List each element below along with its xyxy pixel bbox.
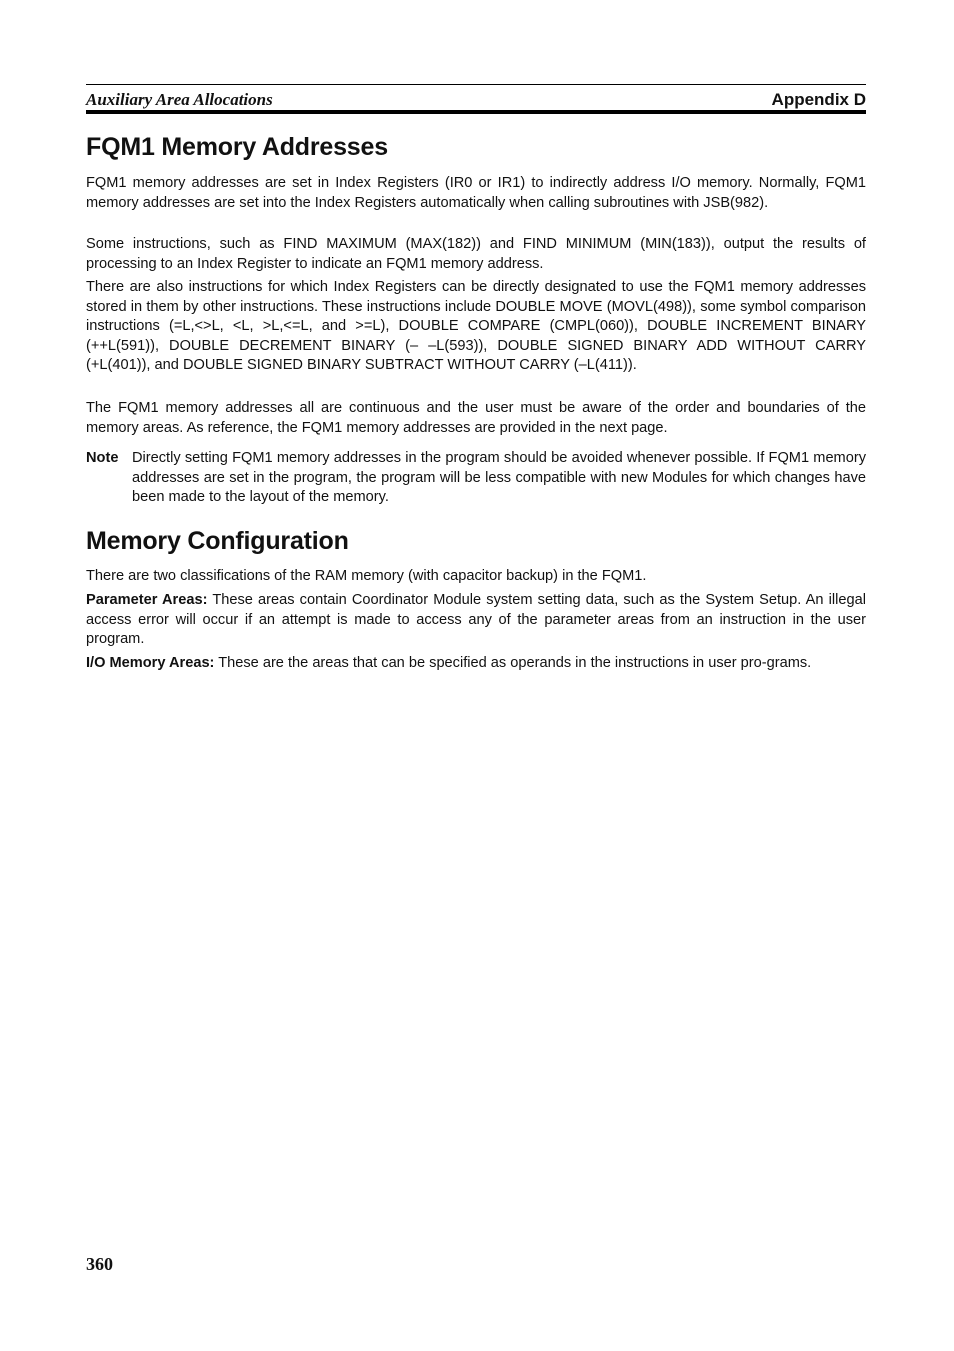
paragraph-4: The FQM1 memory addresses all are continuous and the user must be aware of the order and boundaries of the memory areas. As reference, the FQM1 memory addresses are provided in the next page. [86, 400, 866, 436]
paragraph-2: Some instructions, such as FIND MAXIMUM (MAX(182)) and FIND MINIMUM (MIN(183)), output the results of processing to an Index Register to indicate an FQM1 memory address. [86, 236, 866, 272]
io-memory-areas-paragraph [86, 654, 866, 674]
io-memory-areas-term: I/O Memory Areas: [86, 655, 215, 671]
note-label: Note [86, 450, 119, 466]
header-appendix-label: Appendix D [771, 90, 866, 109]
paragraph-1: FQM1 memory addresses are set in Index Registers (IR0 or IR1) to indirectly address I/O memory. Normally, FQM1 memory addresses are set into the Index Registers automatically when calling subroutines with JSB(982). [86, 175, 866, 211]
section-title-fqm1-memory-addresses: FQM1 Memory Addresses [86, 133, 388, 161]
io-memory-areas-text: These are the areas that can be specified as operands in the instructions in user pro-grams. [214, 655, 812, 671]
parameter-areas-text: These areas contain Coordinator Module system setting data, such as the System Setup. An illegal access error will occur if an attempt is made to access any of the parameter areas from an instruction in the user program. [86, 592, 866, 647]
parameter-areas-paragraph [86, 591, 866, 650]
running-header [86, 84, 866, 114]
memory-config-intro: There are two classifications of the RAM memory (with capacitor backup) in the FQM1. [86, 568, 647, 584]
header-section-title: Auxiliary Area Allocations [86, 90, 273, 109]
parameter-areas-term: Parameter Areas: [86, 592, 208, 608]
section-title-memory-configuration: Memory Configuration [86, 527, 349, 555]
note-text: Directly setting FQM1 memory addresses in the program should be avoided whenever possible. If FQM1 memory addresses are set in the program, the program will be less compatible with new Modules for which changes have been made to the layout of the memory. [132, 450, 866, 505]
page-number: 360 [86, 1254, 113, 1274]
paragraph-3: There are also instructions for which Index Registers can be directly designated to use the FQM1 memory addresses stored in them by other instructions. These instructions include DOUBLE MOVE (MOVL(498)), some symbol comparison instructions (=L,<>L, <L, >L,<=L, and >=L), DOUBLE COMPARE (CMPL(060)), DOUBLE INCREMENT BINARY (++L(591)), DOUBLE DECREMENT BINARY (– –L(593)), DOUBLE SIGNED BINARY ADD WITHOUT CARRY (+L(401)), and DOUBLE SIGNED BINARY SUBTRACT WITHOUT CARRY (–L(411)). [86, 279, 866, 373]
